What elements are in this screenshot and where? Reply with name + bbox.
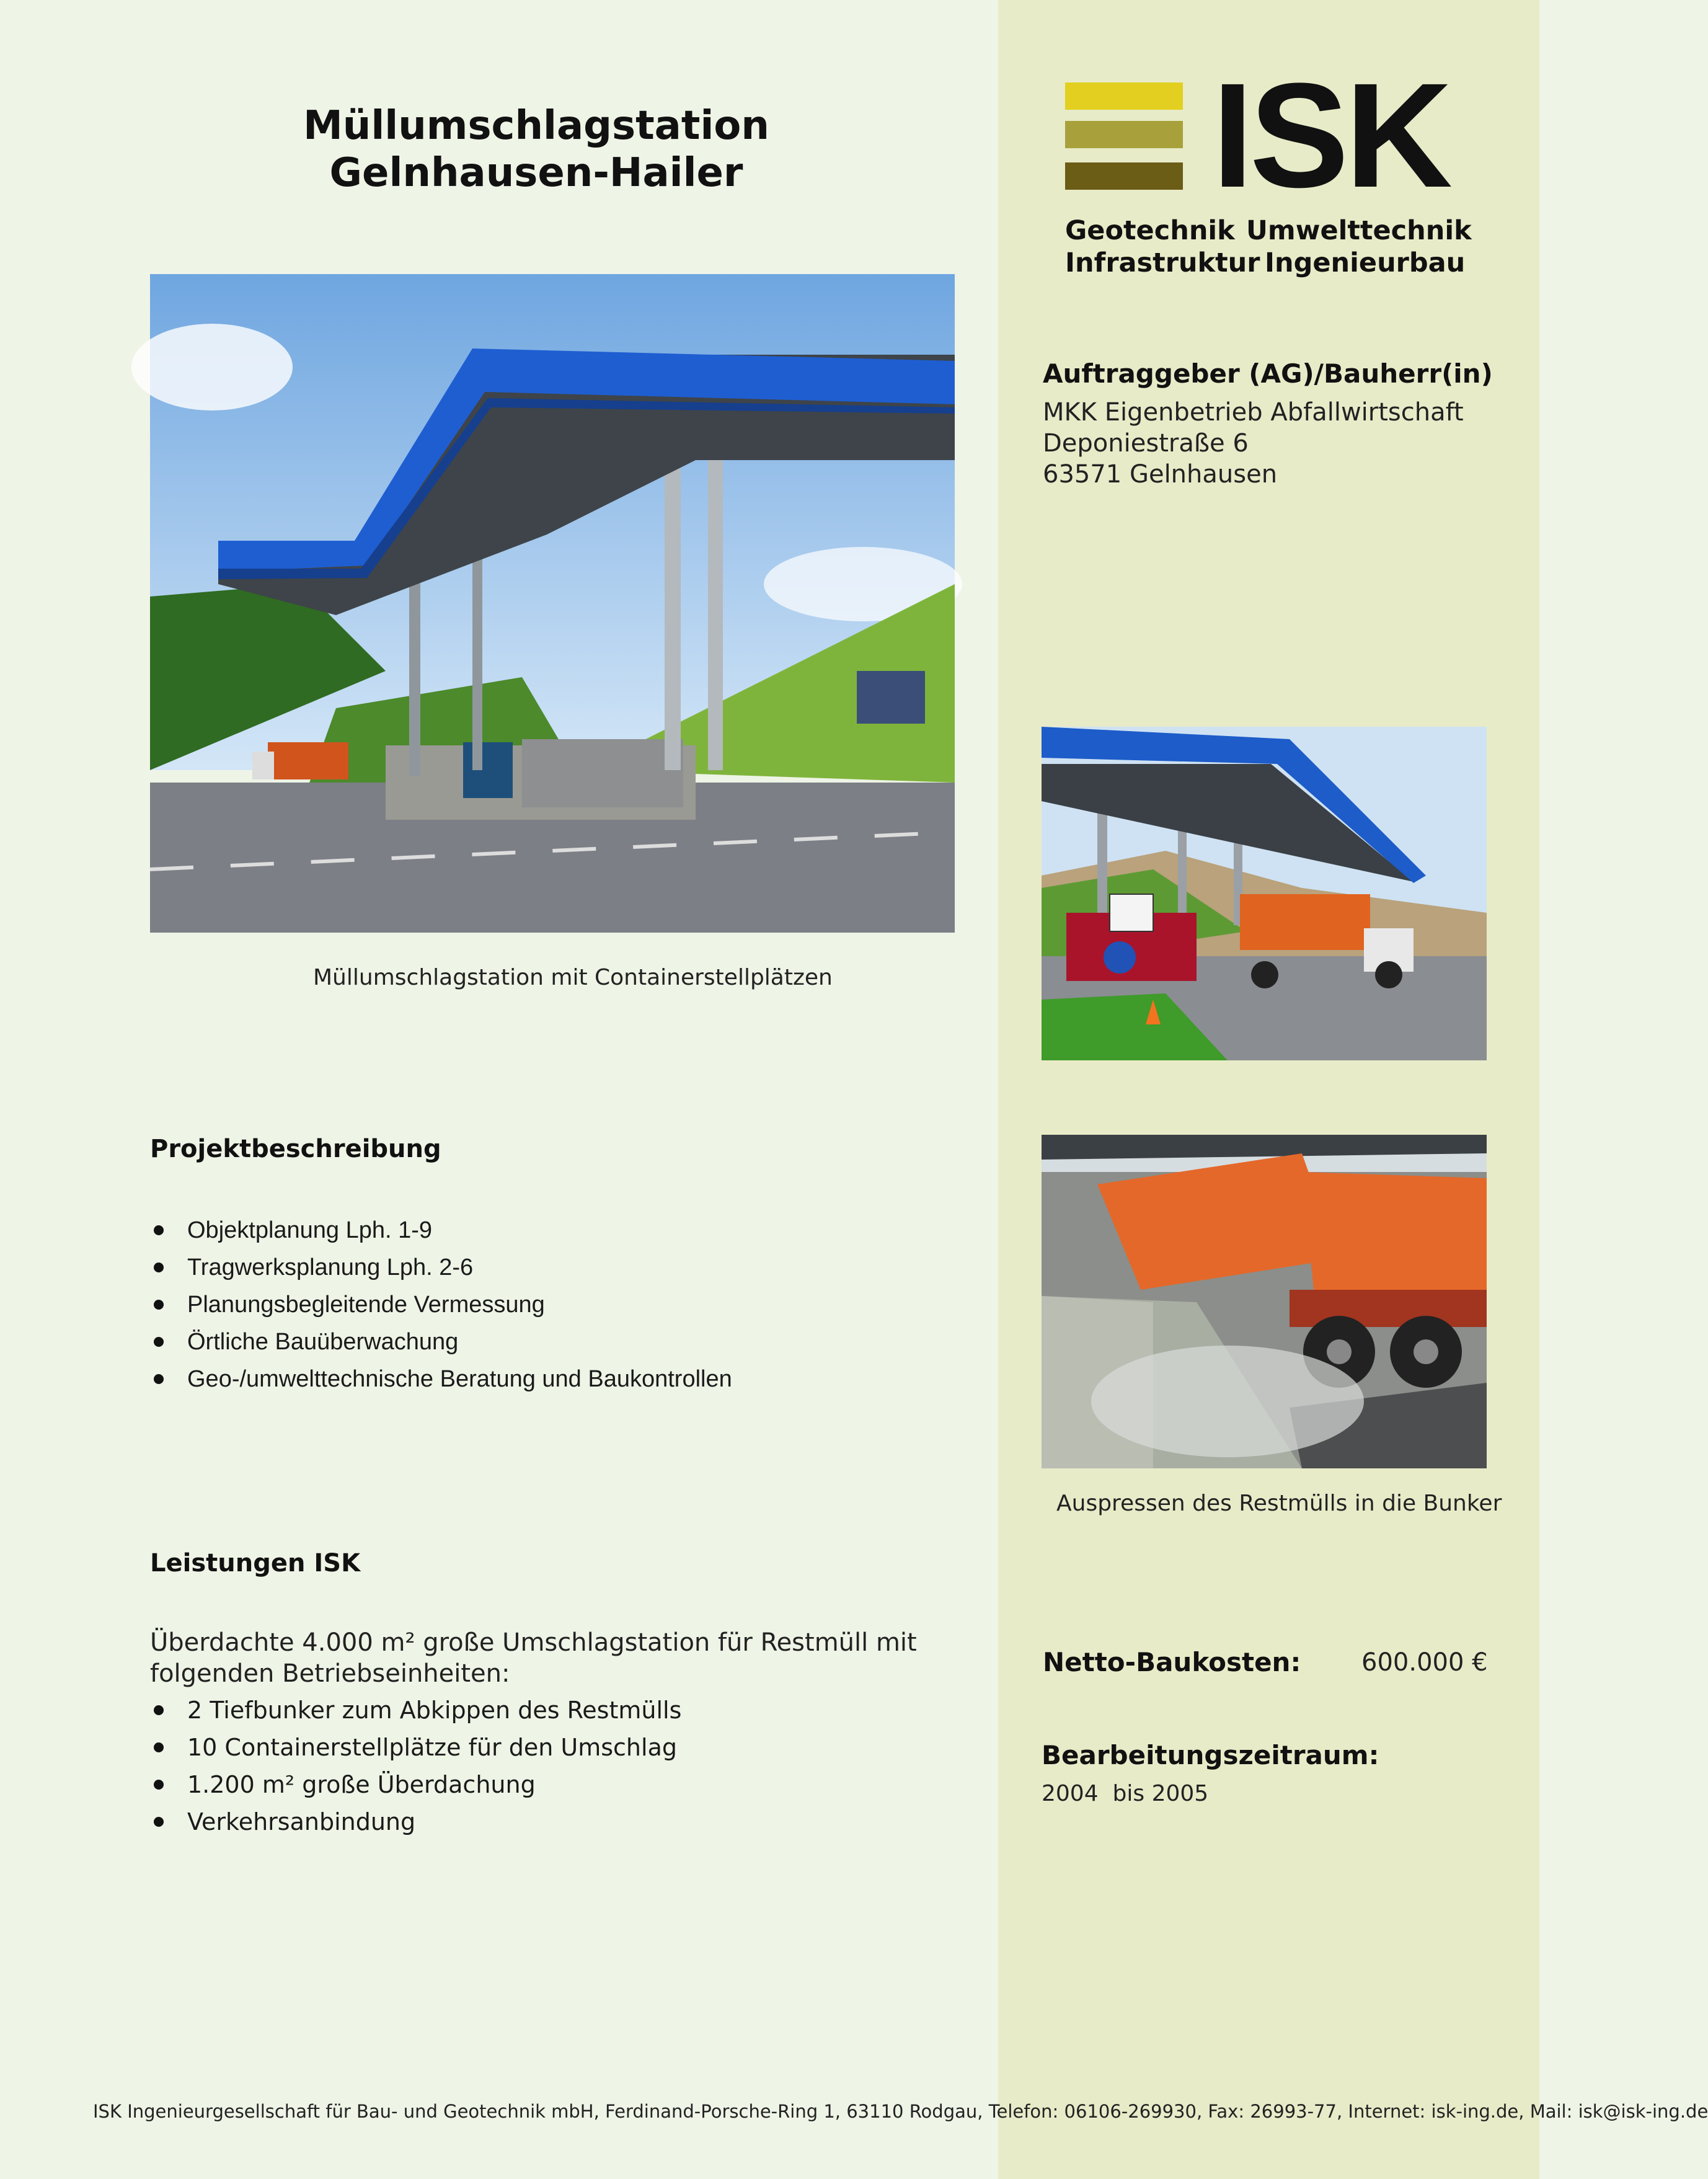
bullet-icon [154,1337,164,1347]
list-item: 1.200 m² große Überdachung [150,1766,681,1803]
photo-truck-bunker [1042,1135,1487,1468]
right-panel [998,0,1539,2179]
costs-label: Netto-Baukosten: [1043,1647,1301,1677]
period-label: Bearbeitungszeitraum: [1042,1740,1379,1770]
title-line-2: Gelnhausen-Hailer [329,150,743,196]
bullet-icon [154,1225,164,1235]
list-item: Verkehrsanbindung [150,1803,681,1840]
title-line-1: Müllumschlagstation [303,103,769,149]
list-item: Tragwerksplanung Lph. 2-6 [150,1249,732,1286]
bullet-icon [154,1374,164,1384]
logo-bar-olive [1065,121,1183,148]
client-street: Deponiestraße 6 [1043,429,1249,458]
bullet-icon [154,1300,164,1310]
project-list [150,1212,732,1398]
main-photo-caption: Müllumschlagstation mit Containerstellplätzen [313,965,833,990]
period-to: 2005 [1151,1781,1209,1806]
photo-station-truck [1042,727,1487,1060]
list-item: Örtliche Bauüberwachung [150,1323,732,1360]
services-heading: Leistungen ISK [150,1549,361,1578]
list-item: 10 Containerstellplätze für den Umschlag [150,1729,681,1766]
logo-tag-ingenieurbau: Ingenieurbau [1265,247,1466,278]
list-item: Objektplanung Lph. 1-9 [150,1212,732,1249]
period-range [1042,1781,1208,1806]
truck-photo-caption: Auspressen des Restmülls in die Bunker [1056,1491,1502,1516]
client-city: 63571 Gelnhausen [1043,460,1278,489]
period-to-word: bis [1112,1781,1145,1806]
costs-value: 600.000 € [1361,1648,1488,1677]
logo-wordmark: ISK [1212,52,1449,218]
bullet-icon [154,1263,164,1272]
list-item: Planungsbegleitende Vermessung [150,1286,732,1323]
bullet-icon [154,1780,164,1790]
services-list [150,1692,681,1840]
logo-tag-umwelttechnik: Umwelttechnik [1246,215,1472,246]
period-from: 2004 [1042,1781,1099,1806]
logo-tag-infrastruktur: Infrastruktur [1065,247,1260,278]
main-photo-canopy [150,274,955,933]
list-item: Geo-/umwelttechnische Beratung und Baukontrollen [150,1360,732,1398]
project-heading: Projektbeschreibung [150,1135,441,1163]
footer-address: ISK Ingenieurgesellschaft für Bau- und Geotechnik mbH, Ferdinand-Porsche-Ring 1, 63110 Rodgau, Telefon: 06106-269930, Fax: 26993-77, Internet: isk-ing.de, Mail: isk@isk-ing.de [93,2101,1708,2122]
client-name: MKK Eigenbetrieb Abfallwirtschaft [1043,398,1464,427]
services-intro: Überdachte 4.000 m² große Umschlagstation für Restmüll mit folgenden Betriebseinheiten: [150,1628,917,1688]
logo-bar-yellow [1065,82,1183,110]
page-title [143,102,930,197]
bullet-icon [154,1705,164,1715]
bullet-icon [154,1817,164,1827]
client-heading: Auftraggeber (AG)/Bauherr(in) [1043,358,1493,389]
bullet-icon [154,1742,164,1752]
logo-bar-brown [1065,162,1183,190]
list-item: 2 Tiefbunker zum Abkippen des Restmülls [150,1692,681,1729]
logo-tag-geotechnik: Geotechnik [1065,215,1235,246]
